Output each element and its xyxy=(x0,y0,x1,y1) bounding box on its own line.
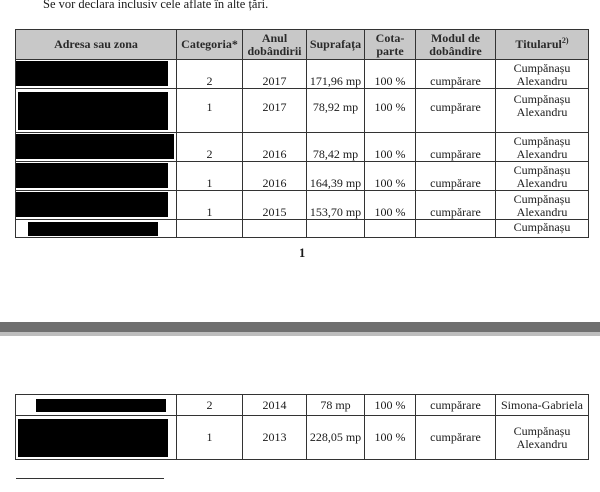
header-address: Adresa sau zona xyxy=(16,30,177,60)
header-area: Suprafața xyxy=(307,30,365,60)
mode-cell: cumpărare xyxy=(416,89,496,133)
address-cell xyxy=(16,191,177,220)
area-cell: 78,92 mp xyxy=(307,89,365,133)
table-row xyxy=(16,162,589,191)
mode-cell: cumpărare xyxy=(416,416,496,460)
header-category: Categoria* xyxy=(177,30,243,60)
year-cell: 2014 xyxy=(243,395,307,416)
category-cell: 1 xyxy=(177,162,243,191)
owner-cell: Cumpănașu Alexandru xyxy=(496,89,589,133)
area-cell: 171,96 mp xyxy=(307,60,365,89)
category-cell: 1 xyxy=(177,416,243,460)
table-row xyxy=(16,133,589,162)
address-cell xyxy=(16,60,177,89)
header-year: Anul dobândirii xyxy=(243,30,307,60)
address-cell xyxy=(16,89,177,133)
year-cell: 2016 xyxy=(243,133,307,162)
category-cell: 2 xyxy=(177,395,243,416)
page-divider-shadow xyxy=(0,332,600,336)
year-cell: 2015 xyxy=(243,191,307,220)
owner-cell: Simona-Gabriela xyxy=(496,395,589,416)
address-cell xyxy=(16,220,177,238)
mode-cell: cumpărare xyxy=(416,395,496,416)
table-row xyxy=(16,60,589,89)
table-row xyxy=(16,191,589,220)
mode-cell: cumpărare xyxy=(416,60,496,89)
category-cell: 2 xyxy=(177,60,243,89)
redaction-block xyxy=(36,399,166,412)
year-cell: 2016 xyxy=(243,162,307,191)
year-cell: 2013 xyxy=(243,416,307,460)
owner-cell: Cumpănașu Alexandru xyxy=(496,191,589,220)
area-cell: 164,39 mp xyxy=(307,162,365,191)
redaction-block xyxy=(16,134,174,159)
owner-cell: Cumpănașu Alexandru xyxy=(496,60,589,89)
share-cell: 100 % xyxy=(365,89,416,133)
area-cell: 228,05 mp xyxy=(307,416,365,460)
table-row xyxy=(16,220,589,238)
mode-cell: cumpărare xyxy=(416,191,496,220)
address-cell xyxy=(16,416,177,460)
category-cell: 1 xyxy=(177,89,243,133)
area-cell: 78 mp xyxy=(307,395,365,416)
mode-cell xyxy=(416,220,496,238)
area-cell xyxy=(307,220,365,238)
table-header-row xyxy=(16,30,589,60)
share-cell: 100 % xyxy=(365,133,416,162)
header-owner: Titularul$^{2)}$ xyxy=(496,30,589,60)
year-cell xyxy=(243,220,307,238)
page-number: 1 xyxy=(299,246,306,260)
redaction-block xyxy=(16,163,168,188)
table-row xyxy=(16,395,589,416)
area-cell: 153,70 mp xyxy=(307,191,365,220)
category-cell: 1 xyxy=(177,191,243,220)
redaction-block xyxy=(18,419,168,457)
page-divider xyxy=(0,322,600,332)
share-cell xyxy=(365,220,416,238)
address-cell xyxy=(16,395,177,416)
share-cell: 100 % xyxy=(365,162,416,191)
footnote-separator xyxy=(16,478,164,479)
category-cell xyxy=(177,220,243,238)
year-cell: 2017 xyxy=(243,60,307,89)
area-cell: 78,42 mp xyxy=(307,133,365,162)
redaction-block xyxy=(16,61,168,86)
redaction-block xyxy=(16,192,168,217)
address-cell xyxy=(16,133,177,162)
share-cell: 100 % xyxy=(365,60,416,89)
header-mode: Modul de dobândire xyxy=(416,30,496,60)
owner-cell: Cumpănașu Alexandru xyxy=(496,133,589,162)
table-row xyxy=(16,89,589,133)
intro-text: Se vor declara inclusiv cele aflate în alte țări. xyxy=(43,0,269,11)
share-cell: 100 % xyxy=(365,416,416,460)
mode-cell: cumpărare xyxy=(416,133,496,162)
owner-cell: Cumpănașu xyxy=(496,220,589,238)
address-cell xyxy=(16,162,177,191)
real-estate-table-page1 xyxy=(15,29,589,238)
redaction-block xyxy=(18,92,168,130)
header-share: Cota- parte xyxy=(365,30,416,60)
mode-cell: cumpărare xyxy=(416,162,496,191)
owner-cell: Cumpănașu Alexandru xyxy=(496,162,589,191)
owner-cell: Cumpănașu Alexandru xyxy=(496,416,589,460)
redaction-block xyxy=(28,222,158,236)
table-row xyxy=(16,416,589,460)
real-estate-table-page2 xyxy=(15,394,589,460)
category-cell: 2 xyxy=(177,133,243,162)
share-cell: 100 % xyxy=(365,395,416,416)
share-cell: 100 % xyxy=(365,191,416,220)
year-cell: 2017 xyxy=(243,89,307,133)
